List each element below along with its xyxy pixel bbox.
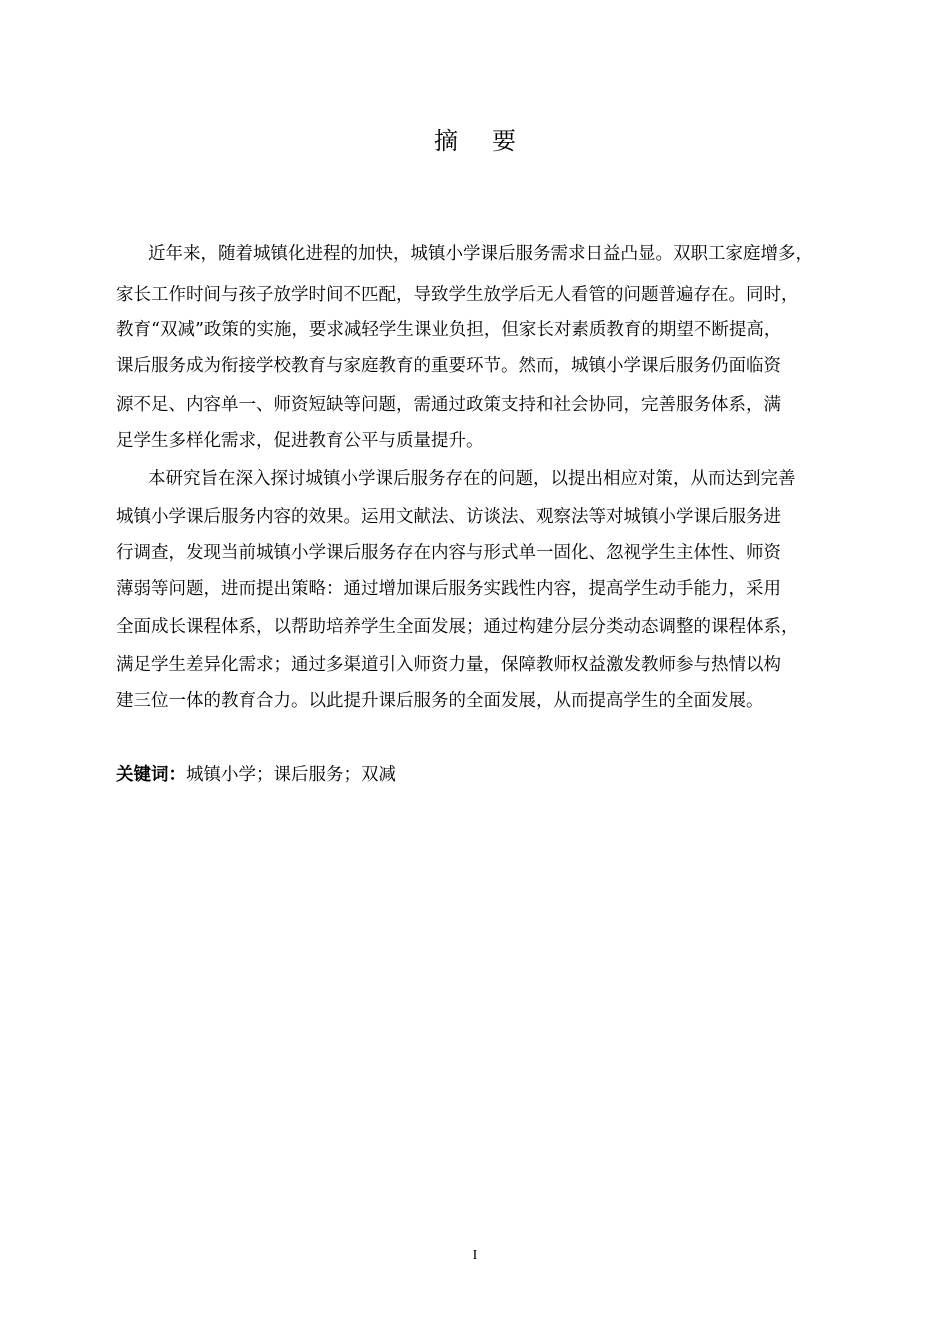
keywords (116, 763, 396, 787)
abstract-title (0, 124, 950, 158)
paragraph-2-line-4: 薄弱等问题，进而提出策略：通过增加课后服务实践性内容，提高学生动手能力，采用 (116, 579, 781, 599)
paragraph-2-line-7: 建三位一体的教育合力。以此提升课后服务的全面发展，从而提高学生的全面发展。 (116, 691, 764, 711)
paragraph-2-line-3: 行调查，发现当前城镇小学课后服务存在内容与形式单一固化、忽视学生主体性、师资 (116, 543, 781, 563)
paragraph-2-line-2: 城镇小学课后服务内容的效果。运用文献法、访谈法、观察法等对城镇小学课后服务进 (116, 507, 781, 527)
paragraph-2-line-5: 全面成长课程体系，以帮助培养学生全面发展；通过构建分层分类动态调整的课程体系， (116, 617, 799, 637)
paragraph-1-line-6: 足学生多样化需求，促进教育公平与质量提升。 (116, 431, 484, 451)
abstract-title-char-1: 摘 (434, 127, 458, 155)
keywords-label: 关键词： (116, 765, 186, 785)
abstract-title-char-2: 要 (492, 127, 516, 155)
paragraph-1-line-2: 家长工作时间与孩子放学时间不匹配，导致学生放学后无人看管的问题普遍存在。同时， (116, 285, 799, 305)
paragraph-2-line-6: 满足学生差异化需求；通过多渠道引入师资力量，保障教师权益激发教师参与热情以构 (116, 655, 781, 675)
paragraph-1-line-4: 课后服务成为衔接学校教育与家庭教育的重要环节。然而，城镇小学课后服务仍面临资 (116, 356, 781, 376)
paragraph-1-line-1: 近年来，随着城镇化进程的加快，城镇小学课后服务需求日益凸显。双职工家庭增多， (148, 244, 813, 264)
paragraph-1-line-3: 教育“双减”政策的实施，要求减轻学生课业负担，但家长对素质教育的期望不断提高， (116, 320, 782, 340)
keywords-value: 城镇小学；课后服务；双减 (186, 765, 396, 785)
page-number: I (472, 1248, 478, 1263)
paragraph-2-line-1: 本研究旨在深入探讨城镇小学课后服务存在的问题，以提出相应对策，从而达到完善 (148, 469, 796, 489)
paragraph-1-line-5: 源不足、内容单一、师资短缺等问题，需通过政策支持和社会协同，完善服务体系，满 (116, 395, 781, 415)
